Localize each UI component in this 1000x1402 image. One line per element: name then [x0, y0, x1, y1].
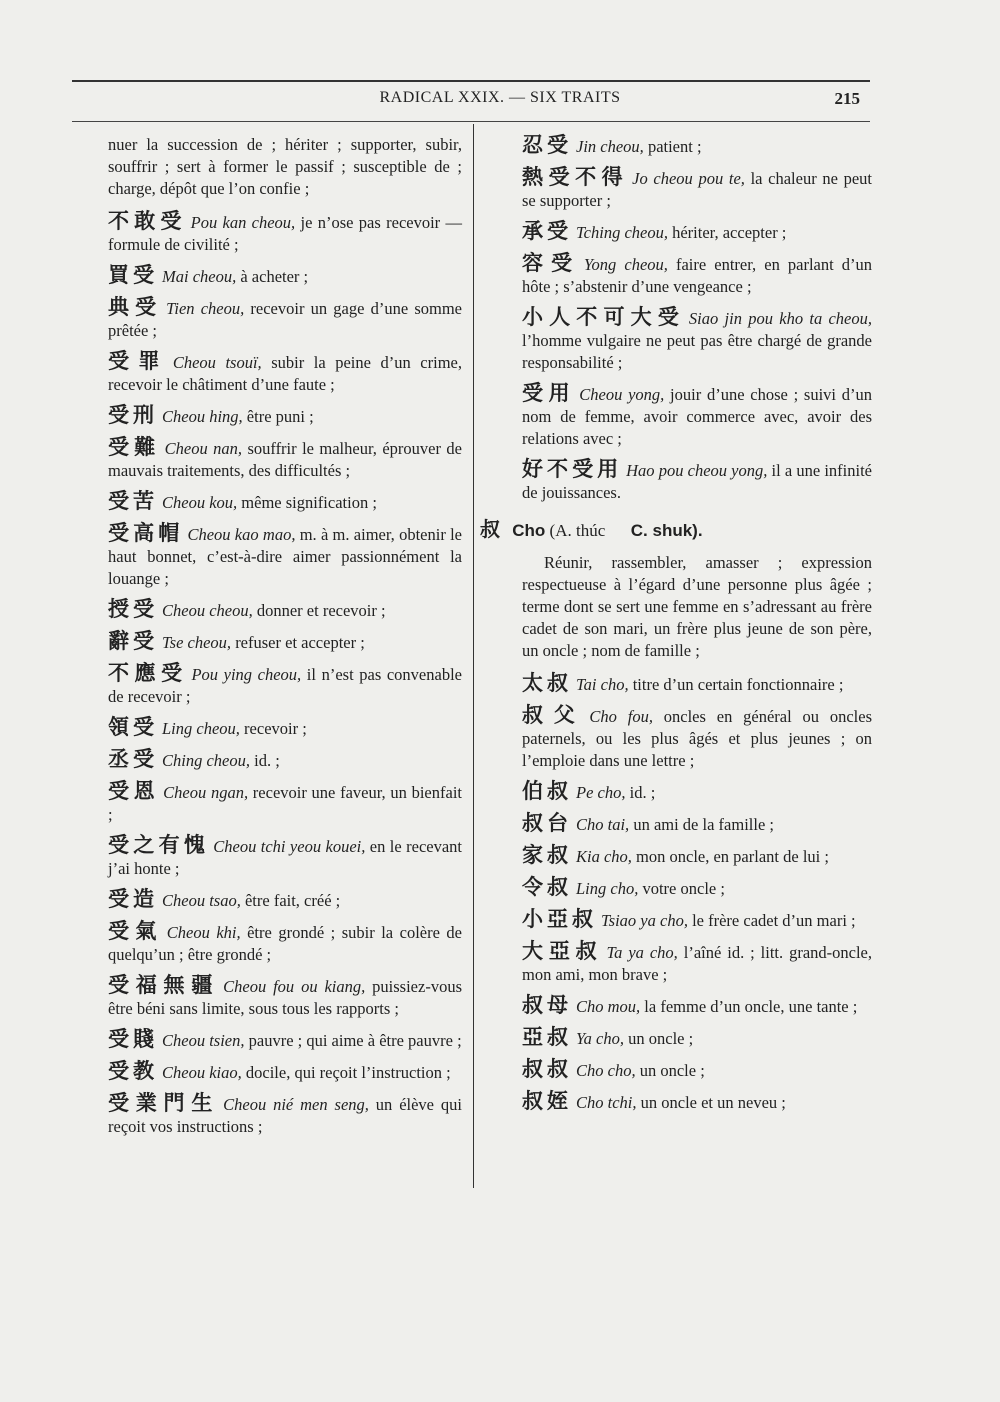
entry-romanization: Cheou tchi yeou kouei, [213, 837, 366, 856]
dictionary-entry [522, 458, 872, 504]
left-column [108, 134, 462, 1146]
entry-romanization: Jo cheou pou te, [632, 169, 745, 188]
entry-characters: 受之有愧 [108, 833, 210, 857]
entry-romanization: Pou ying cheou, [191, 665, 302, 684]
dictionary-entry [522, 876, 872, 900]
entry-definition: l’homme vulgaire ne peut pas être chargé de grande responsabilité ; [522, 331, 872, 372]
entry-characters: 令叔 [522, 875, 572, 899]
entry-characters: 不敢受 [108, 209, 187, 233]
right-column [480, 133, 873, 1122]
entry-characters: 叔母 [522, 993, 572, 1017]
entry-romanization: Jin cheou, [576, 137, 644, 156]
entry-romanization: Cheou cheou, [162, 601, 253, 620]
entry-definition: un oncle et un neveu ; [636, 1093, 786, 1112]
head-annamite: (A. thúc [549, 521, 606, 540]
entry-definition: pauvre ; qui aime à être pauvre ; [244, 1031, 462, 1050]
entry-definition: il n’est pas convenable de recevoir ; [108, 665, 462, 706]
entry-characters: 受業門生 [108, 1091, 220, 1115]
entry-characters: 辭受 [108, 629, 158, 653]
entry-characters: 亞叔 [522, 1025, 572, 1049]
entry-romanization: Ta ya cho, [606, 943, 678, 962]
entry-characters: 受苦 [108, 489, 158, 513]
entry-characters: 容受 [522, 251, 580, 275]
entry-romanization: Cheou tsouï, [172, 353, 262, 372]
entry-romanization: Ching cheou, [162, 751, 250, 770]
dictionary-entry [522, 704, 872, 772]
entry-romanization: Mai cheou, [162, 267, 237, 286]
entry-definition: le frère cadet d’un mari ; [687, 911, 856, 930]
entry-definition: un élève qui reçoit vos instructions ; [108, 1095, 462, 1136]
column-divider [473, 124, 474, 1188]
entry-characters: 受罪 [108, 349, 169, 373]
entry-romanization: Tien cheou, [166, 299, 245, 318]
entry-definition: faire entrer, en parlant d’un hôte ; s’abstenir d’une vengeance ; [522, 255, 872, 296]
entry-characters: 好不受用 [522, 457, 623, 481]
entry-definition: un oncle ; [624, 1029, 694, 1048]
entry-romanization: Tse cheou, [162, 633, 232, 652]
entry-definition: être grondé ; subir la colère de quelqu’un ; être grondé ; [108, 923, 462, 964]
dictionary-entry [522, 908, 872, 932]
dictionary-entry [108, 974, 462, 1020]
entry-characters: 受福無疆 [108, 973, 220, 997]
entry-characters: 小亞叔 [522, 907, 597, 931]
entry-characters: 受恩 [108, 779, 160, 803]
dictionary-entry [522, 382, 872, 450]
entry-definition: souffrir le malheur, éprouver de mauvais traitements, des difficultés ; [108, 439, 463, 480]
right-entries-bottom [522, 672, 872, 1114]
dictionary-entry [108, 436, 462, 482]
header-bottom-rule [72, 121, 870, 122]
dictionary-entry [522, 1090, 872, 1114]
entry-definition: subir la peine d’un crime, recevoir le châtiment d’une faute ; [108, 353, 462, 394]
right-entries-top [522, 134, 872, 504]
entry-romanization: Cheou khi, [166, 923, 241, 942]
entry-romanization: Cheou tsao, [162, 891, 241, 910]
entry-definition: m. à m. aimer, obtenir le haut bonnet, c’est-à-dire aimer passionnément la louange ; [108, 525, 463, 588]
entry-romanization: Cheou nié men seng, [223, 1095, 369, 1114]
entry-definition: je n’ose pas recevoir — formule de civilité ; [108, 213, 462, 254]
dictionary-entry [108, 920, 462, 966]
entry-characters: 太叔 [522, 671, 572, 695]
entry-romanization: Kia cho, [576, 847, 632, 866]
entry-romanization: Ya cho, [576, 1029, 624, 1048]
dictionary-entry [108, 888, 462, 912]
dictionary-entry [108, 780, 462, 826]
entry-romanization: Cho fou, [589, 707, 653, 726]
head-character: 叔 [480, 517, 504, 541]
entry-romanization: Cheou kiao, [162, 1063, 242, 1082]
entry-romanization: Siao jin pou kho ta cheou, [688, 309, 872, 328]
entry-romanization: Cheou hing, [162, 407, 243, 426]
entry-characters: 受刑 [108, 403, 158, 427]
entry-definition: jouir d’une chose ; suivi d’un nom de femme, avoir commerce avec, avoir des relations avec ; [522, 385, 872, 448]
head-entry-cho [480, 518, 872, 542]
entry-romanization: Pou kan cheou, [190, 213, 296, 232]
entry-romanization: Cheou kou, [162, 493, 238, 512]
dictionary-entry [108, 716, 462, 740]
dictionary-entry [108, 296, 462, 342]
entry-romanization: Tai cho, [576, 675, 629, 694]
page-number: 215 [834, 89, 860, 108]
dictionary-entry [108, 662, 462, 708]
entry-romanization: Cheou kao mao, [187, 525, 296, 544]
entry-characters: 不應受 [108, 661, 188, 685]
dictionary-entry [522, 672, 872, 696]
entry-definition: donner et recevoir ; [252, 601, 386, 620]
entry-characters: 小人不可大受 [522, 305, 685, 329]
entry-romanization: Ling cho, [576, 879, 639, 898]
entry-characters: 叔父 [522, 703, 586, 727]
entry-characters: 家叔 [522, 843, 572, 867]
dictionary-entry [522, 166, 872, 212]
dictionary-entry [108, 630, 462, 654]
left-entries [108, 210, 462, 1138]
dictionary-entry [522, 994, 872, 1018]
entry-romanization: Cheou ngan, [163, 783, 249, 802]
entry-characters: 熱受不得 [522, 165, 629, 189]
entry-definition: un ami de la famille ; [629, 815, 774, 834]
entry-romanization: Cho tchi, [576, 1093, 637, 1112]
dictionary-entry [108, 1092, 462, 1138]
entry-characters: 忍受 [522, 133, 572, 157]
entry-characters: 丞受 [108, 747, 158, 771]
entry-definition: id. ; [250, 751, 280, 770]
entry-characters: 叔台 [522, 811, 572, 835]
entry-definition: id. ; [625, 783, 656, 802]
dictionary-entry [108, 1028, 462, 1052]
entry-definition: être puni ; [242, 407, 314, 426]
dictionary-entry [108, 210, 462, 256]
entry-definition: recevoir un gage d’une somme prêtée ; [108, 299, 462, 340]
entry-characters: 領受 [108, 715, 158, 739]
entry-romanization: Ling cheou, [162, 719, 240, 738]
entry-definition: titre d’un certain fonctionnaire ; [628, 675, 844, 694]
entry-definition: recevoir ; [239, 719, 307, 738]
dictionary-entry [522, 940, 872, 986]
entry-characters: 伯叔 [522, 779, 572, 803]
entry-definition: la femme d’un oncle, une tante ; [640, 997, 858, 1016]
entry-romanization: Tching cheou, [576, 223, 668, 242]
dictionary-entry [108, 598, 462, 622]
entry-romanization: Cheou nan, [164, 439, 243, 458]
entry-definition: l’aîné id. ; litt. grand-oncle, mon ami, mon brave ; [522, 943, 873, 984]
entry-romanization: Cho mou, [576, 997, 641, 1016]
head-word: Cho [512, 521, 546, 540]
dictionary-entry [522, 780, 872, 804]
dictionary-entry [108, 522, 462, 590]
entry-definition: oncles en général ou oncles paternels, ou les plus âgés et plus jeunes ; on l’emploie dans une lettre ; [522, 707, 873, 770]
head-cantonese: C. shuk). [630, 521, 703, 540]
entry-romanization: Pe cho, [576, 783, 626, 802]
entry-characters: 典受 [108, 295, 163, 319]
entry-definition: être fait, créé ; [240, 891, 341, 910]
entry-definition: refuser et accepter ; [231, 633, 365, 652]
entry-romanization: Yong cheou, [583, 255, 668, 274]
dictionary-entry [108, 1060, 462, 1084]
entry-definition: votre oncle ; [638, 879, 725, 898]
entry-romanization: Cheou fou ou kiang, [223, 977, 366, 996]
entry-characters: 受教 [108, 1059, 158, 1083]
entry-definition: il a une infinité de jouissances. [522, 461, 872, 502]
running-head: RADICAL XXIX. — SIX TRAITS [379, 89, 621, 106]
entry-definition: un oncle ; [635, 1061, 705, 1080]
entry-characters: 授受 [108, 597, 158, 621]
entry-characters: 受高帽 [108, 521, 184, 545]
entry-definition: la chaleur ne peut se supporter ; [522, 169, 872, 210]
entry-definition: en le recevant j’ai honte ; [108, 837, 463, 878]
entry-romanization: Cheou yong, [579, 385, 665, 404]
entry-characters: 叔叔 [522, 1057, 572, 1081]
entry-definition: mon oncle, en parlant de lui ; [631, 847, 829, 866]
dictionary-entry [522, 812, 872, 836]
entry-characters: 受氣 [108, 919, 163, 943]
entry-definition: recevoir une faveur, un bienfait ; [108, 783, 462, 824]
entry-characters: 受造 [108, 887, 158, 911]
entry-definition: hériter, accepter ; [667, 223, 787, 242]
dictionary-entry [108, 748, 462, 772]
dictionary-entry [108, 490, 462, 514]
entry-characters: 受用 [522, 381, 576, 405]
entry-definition: à acheter ; [236, 267, 309, 286]
dictionary-entry [522, 134, 872, 158]
entry-romanization: Cho tai, [576, 815, 630, 834]
entry-romanization: Tsiao ya cho, [601, 911, 688, 930]
entry-romanization: Cho cho, [576, 1061, 636, 1080]
header-top-rule [72, 80, 870, 82]
dictionary-entry [108, 264, 462, 288]
dictionary-entry [522, 844, 872, 868]
entry-characters: 買受 [108, 263, 158, 287]
dictionary-entry [108, 834, 462, 880]
entry-characters: 受賤 [108, 1027, 158, 1051]
entry-romanization: Hao pou cheou yong, [626, 461, 768, 480]
dictionary-entry [522, 306, 872, 374]
dictionary-entry [522, 252, 872, 298]
entry-characters: 叔姪 [522, 1089, 572, 1113]
dictionary-entry [108, 350, 462, 396]
entry-characters: 大亞叔 [522, 939, 603, 963]
dictionary-entry [522, 1026, 872, 1050]
dictionary-entry [108, 404, 462, 428]
entry-definition: même signification ; [237, 493, 377, 512]
entry-definition: patient ; [643, 137, 702, 156]
entry-characters: 受難 [108, 435, 161, 459]
dictionary-entry [522, 220, 872, 244]
head-definition: Réunir, rassembler, amasser ; expression respectueuse à l’égard d’une personne plus âgée ; terme dont se sert une femme en s’adressant au frère cadet de son mari, un frère plus jeune de son père, un oncle ; nom de famille ; [522, 553, 872, 660]
entry-romanization: Cheou tsien, [162, 1031, 245, 1050]
entry-characters: 承受 [522, 219, 572, 243]
entry-definition: puissiez-vous être béni sans limite, sous tous les rapports ; [108, 977, 462, 1018]
entry-definition: docile, qui reçoit l’instruction ; [241, 1063, 451, 1082]
left-intro-text: nuer la succession de ; hériter ; supporter, subir, souffrir ; sert à former le passif ; susceptible de ; charge, dépôt que l’on confie ; [108, 135, 462, 198]
dictionary-entry [522, 1058, 872, 1082]
